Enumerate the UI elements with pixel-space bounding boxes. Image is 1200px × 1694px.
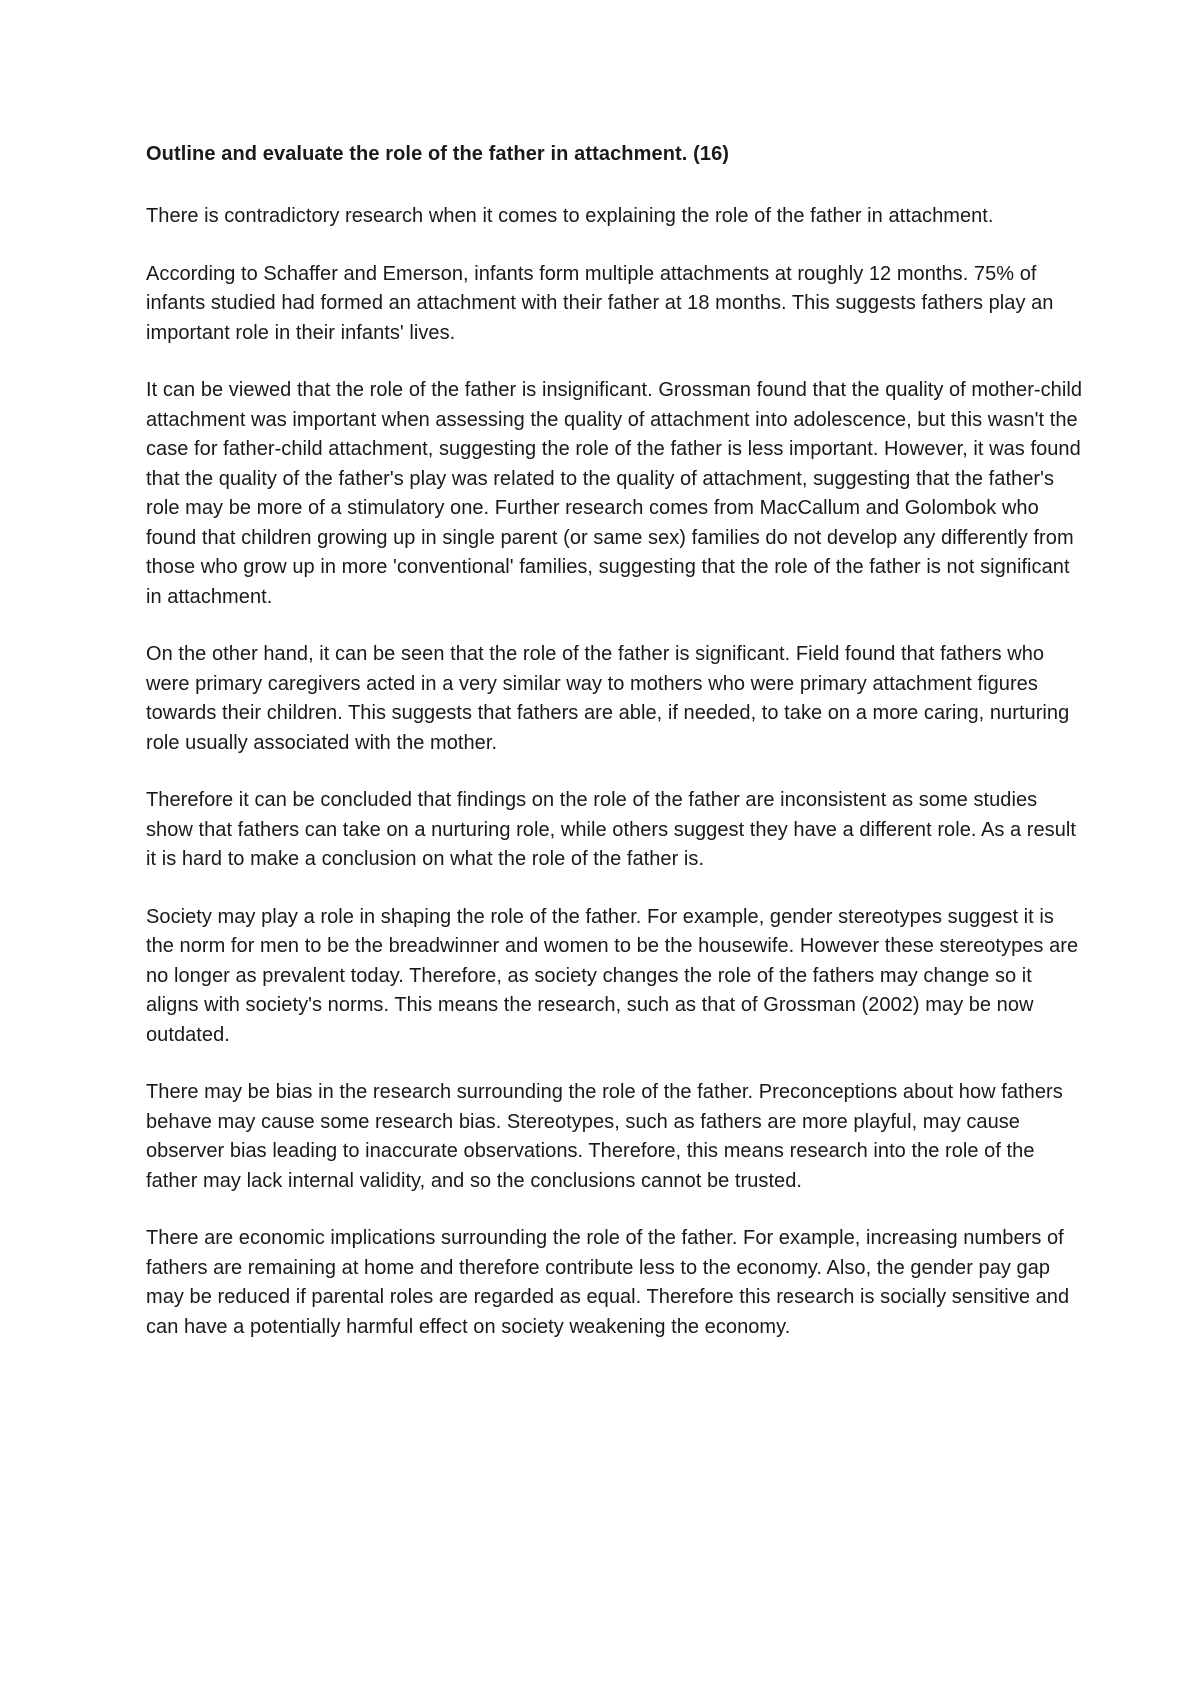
document-title: Outline and evaluate the role of the father in attachment. (16) [146, 143, 730, 165]
paragraph-bias: There may be bias in the research surrounding the role of the father. Preconceptions about how fathers behave may cause some research bias. Stereotypes, such as fathers are more playful, may cause observer bias leading to inaccurate observations. Therefore, this means research into the role of the father may lack internal validity, and so the conclusions cannot be trusted. [146, 1081, 1063, 1192]
paragraph-conclusion: Therefore it can be concluded that findings on the role of the father are inconsistent as some studies show that fathers can take on a nurturing role, while others suggest they have a different role. As a result it is hard to make a conclusion on what the role of the father is. [146, 789, 1077, 870]
paragraph-insignificant: It can be viewed that the role of the father is insignificant. Grossman found that the quality of mother-child attachment was important when assessing the quality of attachment into adolescence, but this wasn't the case for father-child attachment, suggesting the role of the father is less important. However, it was found that the quality of the father's play was related to the quality of attachment, suggesting that the father's role may be more of a stimulatory one. Further research comes from MacCallum and Golombok who found that children growing up in single parent (or same sex) families do not develop any differently from those who grow up in more 'conventional' families, suggesting that the role of the father is not significant in attachment. [146, 379, 1083, 608]
paragraph-economic: There are economic implications surrounding the role of the father. For example, increasing numbers of fathers are remaining at home and therefore contribute less to the economy. Also, the gender pay gap may be reduced if parental roles are regarded as equal. Therefore this research is socially sensitive and can have a potentially harmful effect on society weakening the economy. [146, 1227, 1070, 1338]
paragraph-society: Society may play a role in shaping the role of the father. For example, gender stereotypes suggest it is the norm for men to be the breadwinner and women to be the housewife. However these stereotypes are no longer as prevalent today. Therefore, as society changes the role of the fathers may change so it aligns with society's norms. This means the research, such as that of Grossman (2002) may be now outdated. [146, 905, 1079, 1046]
paragraph-schaffer-emerson: According to Schaffer and Emerson, infants form multiple attachments at roughly 12 months. 75% of infants studied had formed an attachment with their father at 18 months. This suggests fathers play an important role in their infants' lives. [146, 262, 1054, 344]
paragraph-significant: On the other hand, it can be seen that the role of the father is significant. Field found that fathers who were primary caregivers acted in a very similar way to mothers who were primary attachment figures towards their children. This suggests that fathers are able, if needed, to take on a more caring, nurturing role usually associated with the mother. [146, 643, 1070, 754]
document-page [146, 140, 1086, 1370]
paragraph-intro: There is contradictory research when it comes to explaining the role of the father in attachment. [146, 205, 994, 227]
